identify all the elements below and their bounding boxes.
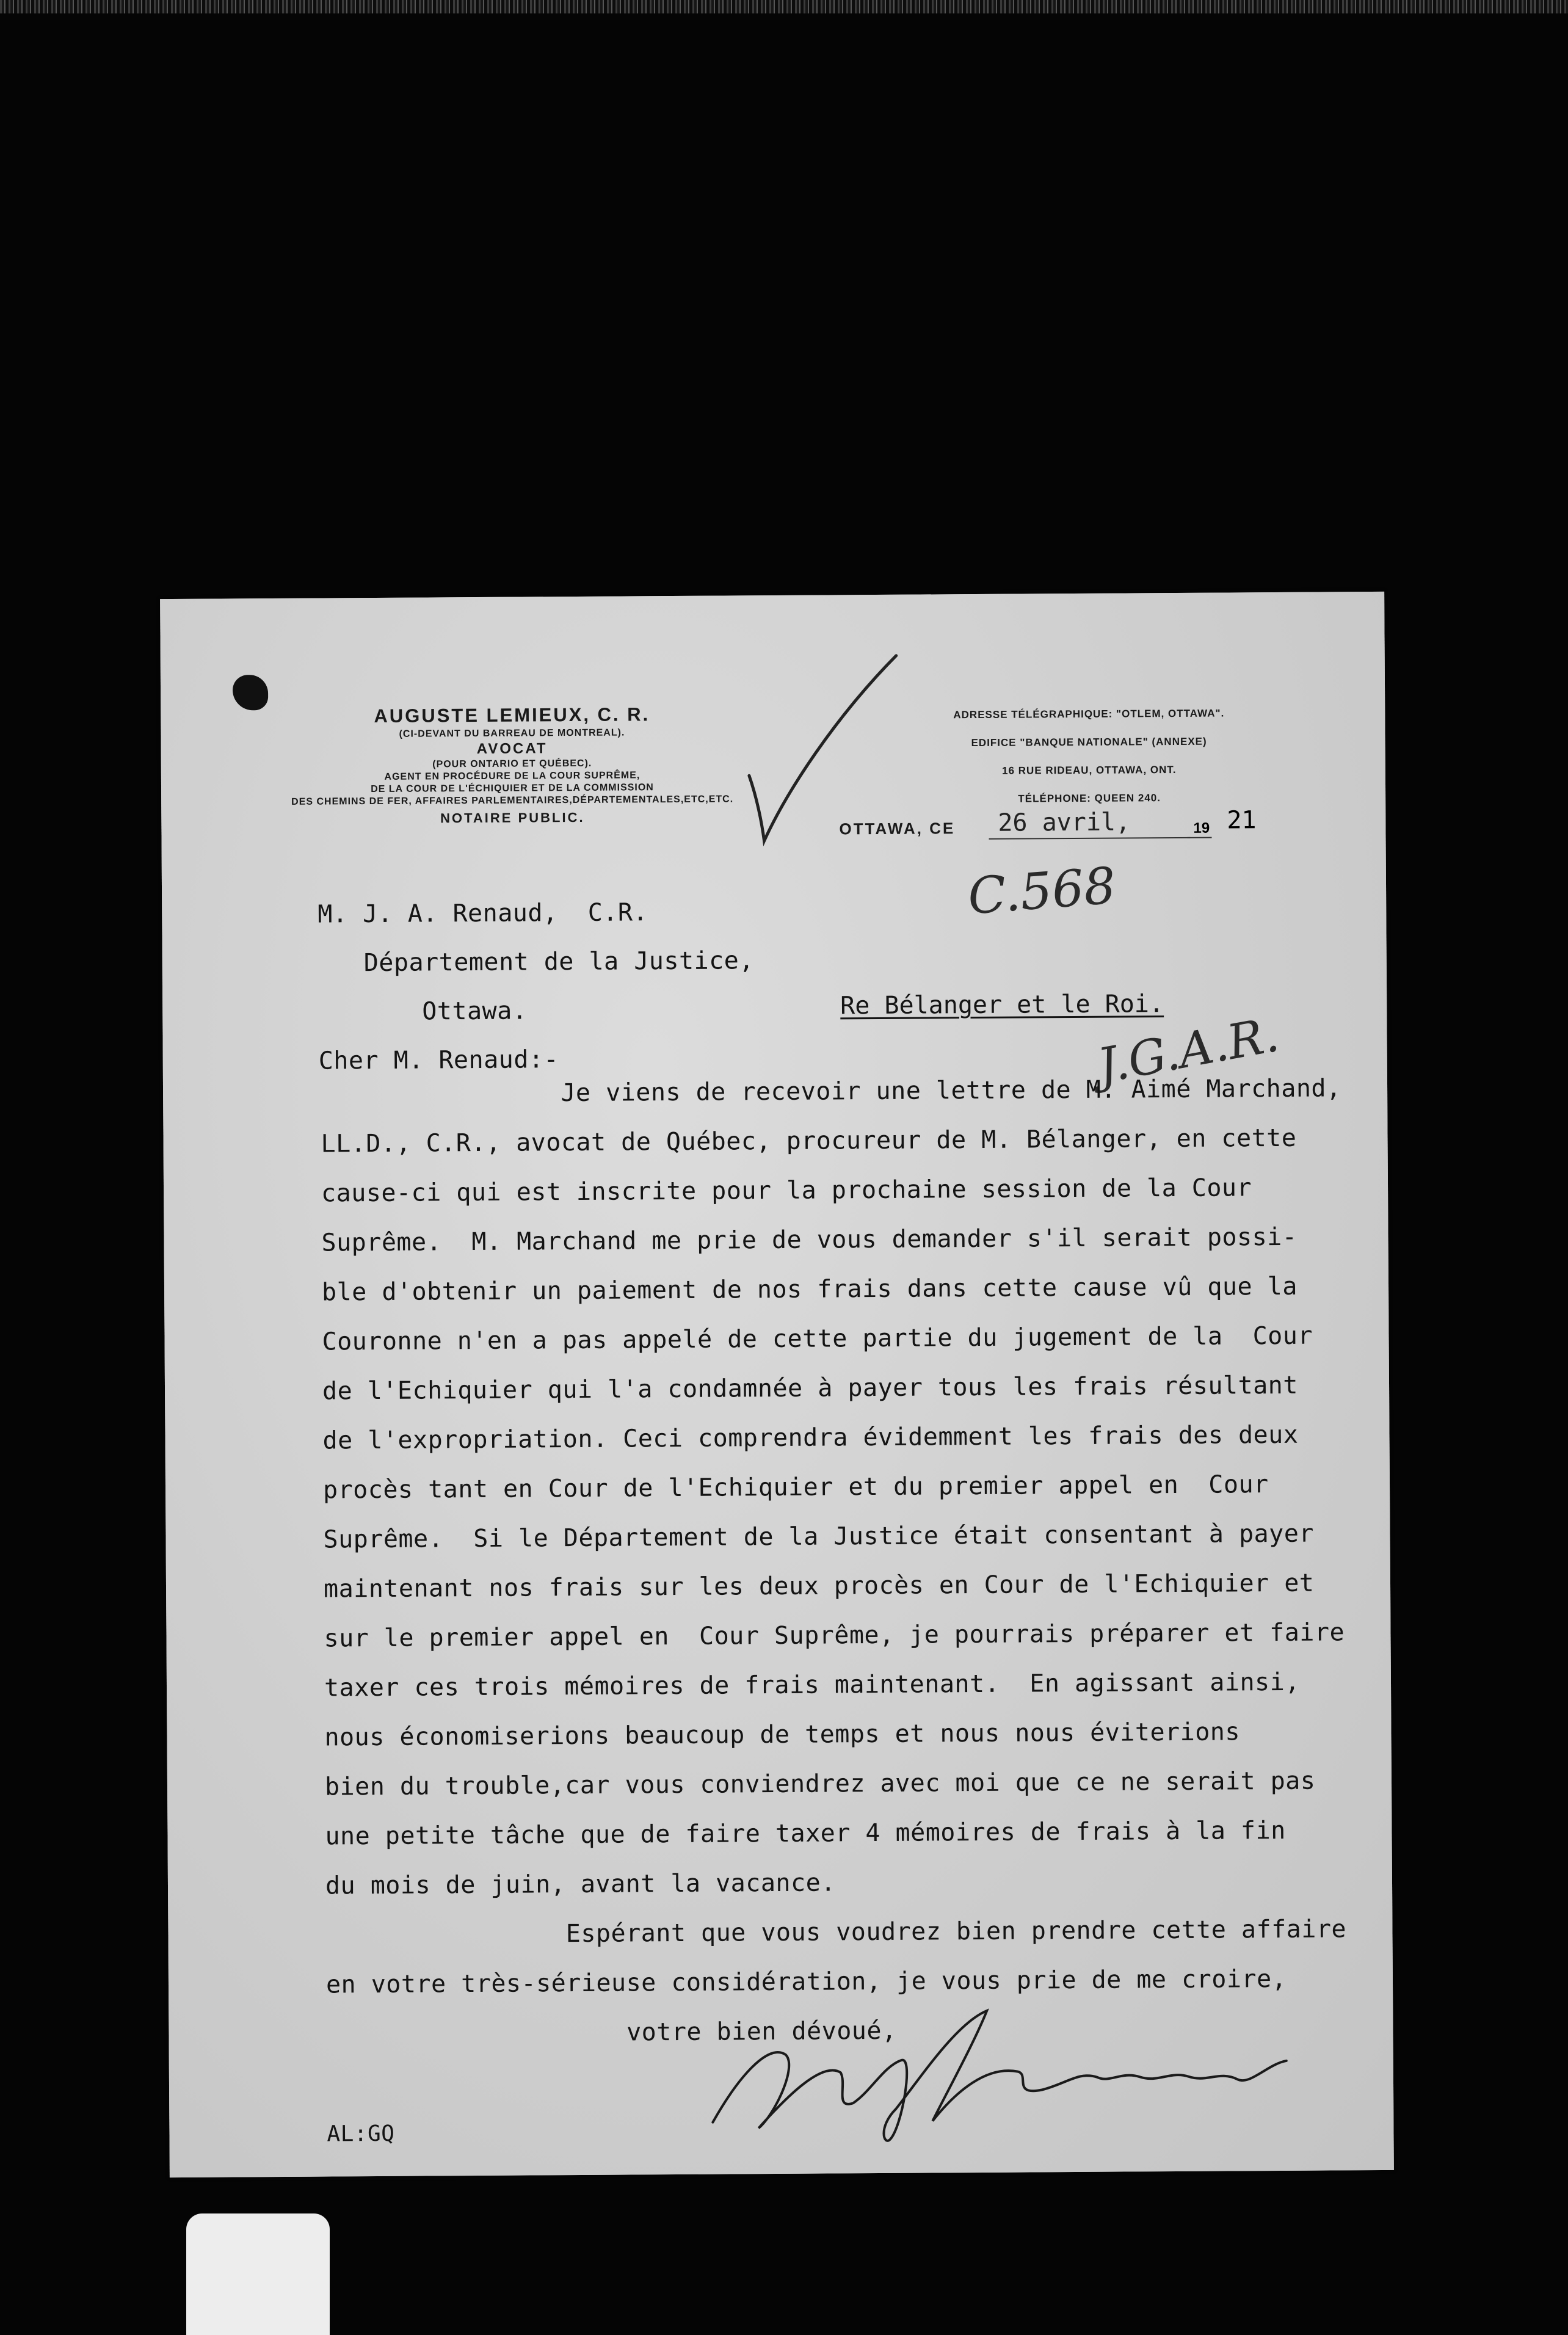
handwritten-signature <box>700 2003 1311 2153</box>
date-century: 19 <box>1193 819 1210 837</box>
body-line: nous économiserions beaucoup de temps et nous nous éviterions <box>324 1718 1241 1752</box>
handwritten-file-ref: C.568 <box>965 857 1118 926</box>
body-line: une petite tâche que de faire taxer 4 mémoires de frais à la fin <box>325 1816 1286 1851</box>
reference-initials: AL:GQ <box>327 2121 395 2147</box>
body-line: votre bien dévoué, <box>326 2016 897 2049</box>
microfilm-top-strip <box>0 0 1568 13</box>
body-line: du mois de juin, avant la vacance. <box>325 1868 836 1900</box>
body-line: Suprême. Si le Département de la Justice était consentant à payer <box>323 1519 1315 1554</box>
letterhead-right <box>863 699 1315 814</box>
recipient-department: Département de la Justice, <box>363 946 755 978</box>
letterhead-address-line: 16 RUE RIDEAU, OTTAWA, ONT. <box>1002 763 1177 777</box>
letterhead-provinces: (POUR ONTARIO ET QUÉBEC). <box>432 758 592 770</box>
letterhead-title: AVOCAT <box>476 740 548 757</box>
letterhead-address-line: EDIFICE "BANQUE NATIONALE" (ANNEXE) <box>971 735 1207 749</box>
body-line: procès tant en Cour de l'Echiquier et du premier appel en Cour <box>322 1470 1269 1505</box>
letterhead-agent-line: DES CHEMINS DE FER, AFFAIRES PARLEMENTAIRES,DÉPARTEMENTALES,ETC,ETC. <box>291 794 734 807</box>
body-line: Espérant que vous voudrez bien prendre cette affaire <box>325 1915 1347 1950</box>
letterhead-agent-line: DE LA COUR DE L'ÉCHIQUIER ET DE LA COMMISSION <box>371 782 654 794</box>
body-line: bien du trouble,car vous conviendrez avec moi que ce ne serait pas <box>324 1767 1316 1801</box>
letterhead-agent-line: AGENT EN PROCÉDURE DE LA COUR SUPRÊME, <box>384 770 641 782</box>
body-line: sur le premier appel en Cour Suprême, je pourrais préparer et faire <box>324 1618 1345 1653</box>
body-line: Je viens de recevoir une lettre de M. Aimé Marchand, <box>320 1074 1341 1109</box>
date-prefix: OTTAWA, CE <box>839 819 956 838</box>
body-line: de l'expropriation. Ceci comprendra évidemment les frais des deux <box>322 1420 1299 1455</box>
body-line: Couronne n'en a pas appelé de cette partie du jugement de la Cour <box>322 1321 1313 1356</box>
handwritten-initials: J.G.A.R. <box>1094 1007 1283 1095</box>
letter-body <box>321 1074 1365 2069</box>
target-card <box>186 2213 330 2335</box>
body-line: LL.D., C.R., avocat de Québec, procureur de M. Bélanger, en cette <box>321 1124 1297 1158</box>
recipient-name: M. J. A. Renaud, C.R. <box>318 898 648 929</box>
letterhead-address-line: TÉLÉPHONE: QUEEN 240. <box>1018 791 1161 805</box>
date-day-month: 26 avril, <box>998 808 1131 837</box>
body-line: en votre très-sérieuse considération, je vous prie de me croire, <box>325 1964 1287 1999</box>
subject-line: Re Bélanger et le Roi. <box>840 990 1164 1020</box>
body-line: maintenant nos frais sur les deux procès en Cour de l'Echiquier et <box>323 1569 1315 1603</box>
salutation: Cher M. Renaud:- <box>318 1045 559 1075</box>
date-year-underline <box>1188 837 1212 838</box>
date-year: 21 <box>1227 806 1257 835</box>
body-line: ble d'obtenir un paiement de nos frais dans cette cause vû que la <box>321 1272 1298 1307</box>
letter-page <box>160 592 1394 2177</box>
letterhead-name: AUGUSTE LEMIEUX, C. R. <box>374 703 650 727</box>
body-line: de l'Echiquier qui l'a condamnée à payer tous les frais résultant <box>322 1371 1299 1406</box>
letterhead-formerly: (CI-DEVANT DU BARREAU DE MONTREAL). <box>399 727 625 739</box>
letterhead-address-line: ADRESSE TÉLÉGRAPHIQUE: "OTLEM, OTTAWA". <box>953 707 1225 721</box>
letterhead-left <box>219 702 805 828</box>
body-line: taxer ces trois mémoires de frais maintenant. En agissant ainsi, <box>324 1668 1300 1702</box>
date-underline <box>989 837 1191 840</box>
recipient-city: Ottawa. <box>422 997 528 1026</box>
body-line: Suprême. M. Marchand me prie de vous demander s'il serait possi- <box>321 1222 1298 1257</box>
letterhead-notaire: NOTAIRE PUBLIC. <box>440 809 585 826</box>
body-line: cause-ci qui est inscrite pour la prochaine session de la Cour <box>321 1174 1252 1208</box>
